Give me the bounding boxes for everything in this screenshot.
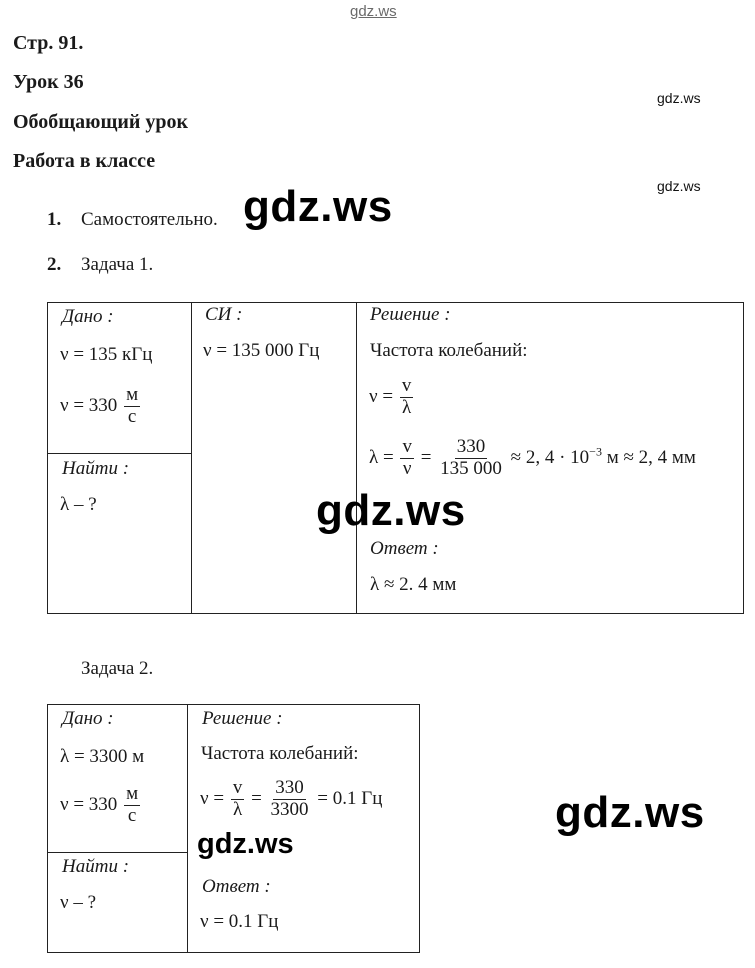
task2-formula: ν = $\frac{v}{\lambda}$ = $\frac{330}{3300}$ = 0.1 Гц — [200, 777, 383, 820]
watermark-big-2: gdz.ws — [316, 486, 466, 535]
task1-solution-label: Решение : — [370, 304, 451, 325]
task1-given-speed — [60, 385, 142, 428]
task1-given-label: Дано : — [62, 306, 114, 327]
task2-divider — [187, 704, 188, 952]
task2-speed-unit: $\frac{м}{с}$ — [126, 783, 139, 826]
watermark-big-3: gdz.ws — [197, 828, 294, 860]
list-item-number: 1. — [47, 209, 62, 230]
task2-given-label: Дано : — [62, 708, 114, 729]
task1-si-label: СИ : — [205, 304, 243, 325]
watermark-small-1: gdz.ws — [657, 90, 701, 106]
page-number: Стр. 91. — [13, 32, 84, 54]
watermark-big-1: gdz.ws — [243, 182, 393, 231]
task2-given-speed — [60, 784, 142, 827]
task2-find-value: ν – ? — [60, 892, 97, 913]
list-item — [47, 254, 153, 276]
task1-formula-2: λ = $\frac{v}{\nu}$ = $\frac{330}{135 000}$ ≈ 2, $4 \cdot 10^{-3}$ м ≈ 2, 4 мм — [369, 436, 696, 479]
task1-speed-unit: $\frac{м}{с}$ — [126, 384, 139, 427]
task1-si-value: ν = 135 000 Гц — [203, 340, 320, 361]
task2-solution-text: Частота колебаний: — [201, 743, 359, 764]
task1-speed-value: ν = 330 — [60, 394, 118, 416]
task2-title: Задача 2. — [81, 658, 154, 679]
task1-answer: λ ≈ 2. 4 мм — [370, 574, 457, 595]
task1-formula-1: ν = $\frac{v}{\lambda}$ — [369, 375, 412, 418]
task1-find-value: λ – ? — [60, 494, 97, 515]
list-item-text: Самостоятельно. — [81, 209, 218, 230]
lesson-title: Урок 36 — [13, 71, 84, 93]
task1-answer-label: Ответ : — [370, 538, 439, 559]
section-title: Работа в классе — [13, 150, 156, 172]
task1-solution-text: Частота колебаний: — [370, 340, 528, 361]
task2-given-divider — [47, 852, 188, 853]
task1-divider-1 — [191, 302, 192, 613]
topic-title: Обобщающий урок — [13, 111, 189, 133]
list-item-number: 2. — [47, 254, 62, 275]
task1-divider-2 — [356, 302, 357, 613]
task2-solution-label: Решение : — [202, 708, 283, 729]
task2-find-label: Найти : — [62, 856, 130, 877]
task1-given-divider — [47, 453, 192, 454]
list-item-text: Задача 1. — [81, 254, 154, 275]
watermark-top: gdz.ws — [350, 3, 397, 20]
watermark-small-2: gdz.ws — [657, 178, 701, 194]
task2-given-wavelength: λ = 3300 м — [60, 746, 145, 767]
list-item — [47, 209, 218, 231]
task1-given-frequency: ν = 135 кГц — [60, 344, 153, 365]
task2-speed-value: ν = 330 — [60, 793, 118, 815]
watermark-big-4: gdz.ws — [555, 788, 705, 837]
task2-answer-label: Ответ : — [202, 876, 271, 897]
task1-find-label: Найти : — [62, 458, 130, 479]
task2-answer: ν = 0.1 Гц — [200, 911, 279, 932]
